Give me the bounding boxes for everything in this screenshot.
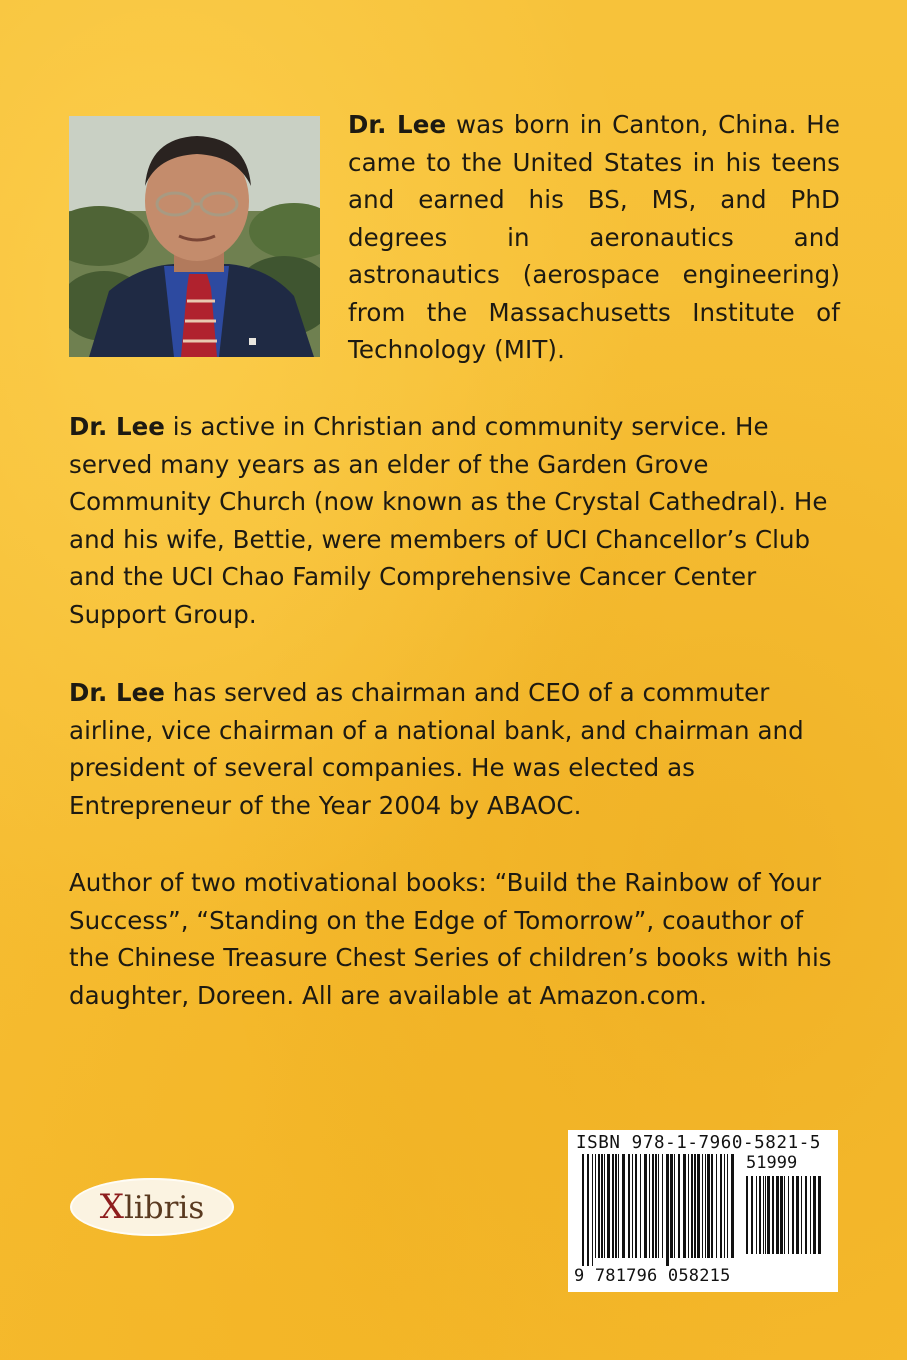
barcode <box>568 1130 838 1292</box>
barcode-bar <box>716 1154 717 1258</box>
barcode-bar <box>731 1154 734 1258</box>
barcode-bar <box>763 1176 764 1254</box>
barcode-bar <box>697 1154 700 1258</box>
career-name: Dr. Lee <box>69 678 165 707</box>
barcode-bar <box>652 1154 654 1258</box>
barcode-bar <box>662 1154 663 1258</box>
barcode-bar <box>694 1154 696 1258</box>
barcode-bar <box>604 1154 605 1258</box>
barcode-bar <box>683 1154 686 1258</box>
barcode-bar <box>707 1154 710 1258</box>
barcode-bar <box>582 1154 584 1266</box>
barcode-digits: 9 781796 058215 <box>574 1266 731 1286</box>
barcode-bar <box>705 1154 706 1258</box>
barcode-bar <box>759 1176 761 1254</box>
barcode-bar <box>810 1176 811 1254</box>
barcode-bar <box>622 1154 625 1258</box>
barcode-bar <box>649 1154 650 1258</box>
barcode-bar <box>688 1154 689 1258</box>
barcode-bar <box>598 1154 600 1258</box>
barcode-bar <box>678 1154 680 1258</box>
barcode-bar <box>601 1154 603 1258</box>
price-code: 51999 <box>746 1153 798 1173</box>
barcode-addon-bars <box>746 1176 824 1262</box>
career-text: has served as chairman and CEO of a commuter airline, vice chairman of a national bank, and chairman and president of several companies. He was elected as Entrepreneur of the Year 2004 by ABAOC. <box>69 678 804 820</box>
barcode-bar <box>727 1154 728 1258</box>
isbn-text: ISBN 978-1-7960-5821-5 <box>576 1133 821 1153</box>
barcode-bar <box>780 1176 783 1254</box>
logo-text <box>70 1187 234 1227</box>
author-photo <box>69 116 320 357</box>
logo-x: X <box>99 1187 124 1227</box>
barcode-bar <box>805 1176 807 1254</box>
barcode-bar <box>640 1154 641 1258</box>
barcode-bar <box>595 1154 596 1258</box>
barcode-bar <box>751 1176 753 1254</box>
intro-paragraph <box>348 106 840 369</box>
barcode-bar <box>628 1154 630 1258</box>
career-paragraph <box>69 674 841 824</box>
barcode-bar <box>772 1176 774 1254</box>
barcode-bar <box>788 1176 789 1254</box>
barcode-bar <box>711 1154 713 1258</box>
barcode-bar <box>818 1176 821 1254</box>
barcode-main-bars <box>582 1154 738 1266</box>
barcode-bar <box>618 1154 619 1258</box>
service-name: Dr. Lee <box>69 412 165 441</box>
barcode-bar <box>635 1154 637 1258</box>
barcode-bar <box>587 1154 589 1266</box>
barcode-bar <box>765 1176 766 1254</box>
barcode-bar <box>644 1154 647 1258</box>
barcode-bar <box>592 1154 593 1266</box>
books-paragraph <box>69 864 841 1014</box>
barcode-bar <box>615 1154 617 1258</box>
publisher-logo <box>70 1178 234 1236</box>
barcode-bar <box>792 1176 794 1254</box>
barcode-bar <box>813 1176 816 1254</box>
barcode-bar <box>612 1154 614 1258</box>
barcode-bar <box>801 1176 802 1254</box>
intro-name: Dr. Lee <box>348 110 447 139</box>
barcode-bar <box>666 1154 669 1266</box>
barcode-bar <box>720 1154 722 1258</box>
barcode-bar <box>776 1176 779 1254</box>
barcode-bar <box>756 1176 757 1254</box>
barcode-bar <box>796 1176 799 1254</box>
logo-rest: libris <box>123 1190 205 1226</box>
books-text: Author of two motivational books: “Build the Rainbow of Your Success”, “Standing on the Edge of Tomorrow”, coauthor of the Chinese Treasure Chest Series of children’s books with his daughter, Doreen. All are available at Amazon.com. <box>69 868 832 1010</box>
intro-text: was born in Canton, China. He came to the United States in his teens and earned his BS, MS, and PhD degrees in aeronautics and astronautics (aerospace engineering) from the Massachusetts Institute of Technology (MIT). <box>348 110 840 364</box>
barcode-bar <box>670 1154 673 1258</box>
barcode-bar <box>702 1154 703 1258</box>
service-paragraph <box>69 408 841 633</box>
barcode-bar <box>784 1176 785 1254</box>
barcode-bar <box>632 1154 633 1258</box>
barcode-bar <box>724 1154 725 1258</box>
barcode-bar <box>658 1154 659 1258</box>
barcode-bar <box>607 1154 610 1258</box>
barcode-bar <box>674 1154 675 1258</box>
barcode-bar <box>767 1176 770 1254</box>
barcode-bar <box>691 1154 693 1258</box>
service-text: is active in Christian and community service. He served many years as an elder of the Garden Grove Community Church (now known as the Crystal Cathedral). He and his wife, Bettie, were members of UCI Chancellor’s Club and the UCI Chao Family Comprehensive Cancer Center Support Group. <box>69 412 828 629</box>
barcode-bar <box>746 1176 748 1254</box>
barcode-bar <box>655 1154 657 1258</box>
